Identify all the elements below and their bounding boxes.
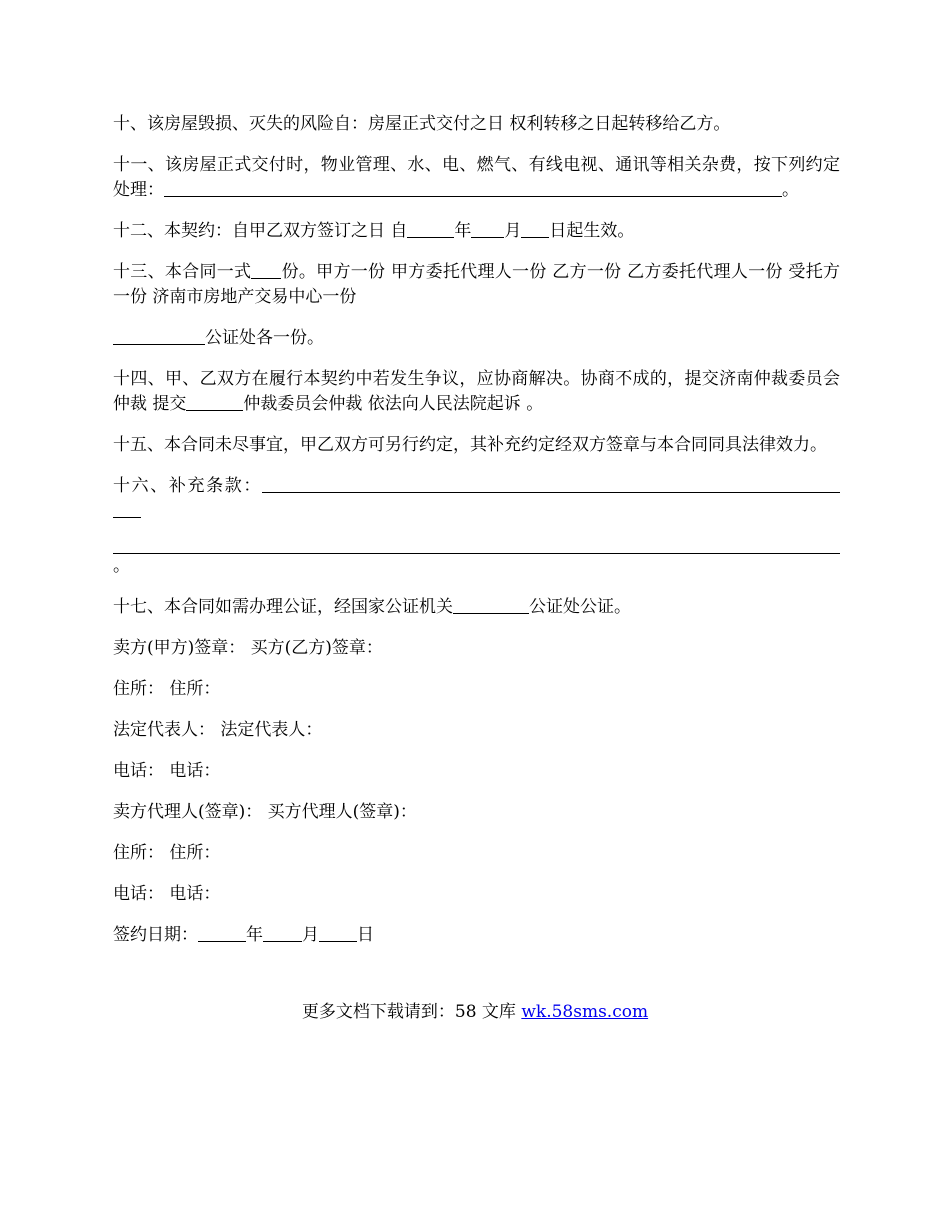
sign-seal: 卖方(甲方)签章： 买方(乙方)签章： [113,638,383,658]
footer: 更多文档下载请到：58 文库 wk.58sms.com [301,1002,649,1022]
fill-blank-month[interactable] [263,925,302,942]
clause-11: 十一、该房屋正式交付时，物业管理、水、电、燃气、有线电视、通讯等相关杂费，按下列约定处理： 。 [113,155,840,200]
fill-blank-copies[interactable] [251,262,281,279]
sign-date: 签约日期： 年 月 日 [113,925,374,945]
clause-13: 十三、本合同一式 份。甲方一份 甲方委托代理人一份 乙方一份 乙方委托代理人一份 受托方一份 济南市房地产交易中心一份 [113,262,840,307]
clause-16-cont: 。 [113,532,840,579]
fill-blank-supplement-line[interactable] [113,532,840,554]
fill-blank-notary-office[interactable] [453,597,529,614]
fill-blank-year[interactable] [407,221,454,238]
sign-phone-2: 电话： 电话： [113,884,221,904]
sign-legal-rep: 法定代表人： 法定代表人： [113,720,323,740]
clause-17: 十七、本合同如需办理公证，经国家公证机关 公证处公证。 [113,597,631,617]
fill-blank-year[interactable] [198,925,246,942]
fill-blank[interactable] [164,180,754,197]
fill-blank-supplement[interactable] [262,476,840,493]
fill-blank-month[interactable] [471,221,504,238]
sign-address-2: 住所： 住所： [113,843,221,863]
sign-phone-1: 电话： 电话： [113,761,221,781]
clause-12: 十二、本契约：自甲乙双方签订之日 自 年 月 日起生效。 [113,221,635,241]
fill-blank-arbitration[interactable] [186,394,243,411]
clause-10: 十、该房屋毁损、灭失的风险自：房屋正式交付之日 权利转移之日起转移给乙方。 [113,114,731,134]
footer-link[interactable]: wk.58sms.com [521,1002,649,1022]
clause-13-notary: 公证处各一份。 [113,326,840,351]
clause-15: 十五、本合同未尽事宜，甲乙双方可另行约定，其补充约定经双方签章与本合同同具法律效力。 [113,435,827,455]
fill-blank-supplement[interactable] [113,501,141,518]
sign-address-1: 住所： 住所： [113,679,221,699]
contract-body [113,112,840,966]
sign-agent: 卖方代理人(签章)： 买方代理人(签章)： [113,802,417,822]
fill-blank[interactable] [754,180,782,197]
fill-blank-day[interactable] [521,221,549,238]
fill-blank-notary[interactable] [113,328,205,345]
clause-16: 十六、补充条款： [113,474,840,524]
fill-blank-day[interactable] [319,925,357,942]
clause-14: 十四、甲、乙双方在履行本契约中若发生争议，应协商解决。协商不成的，提交济南仲裁委员会仲裁 提交 仲裁委员会仲裁 依法向人民法院起诉 。 [113,369,840,414]
